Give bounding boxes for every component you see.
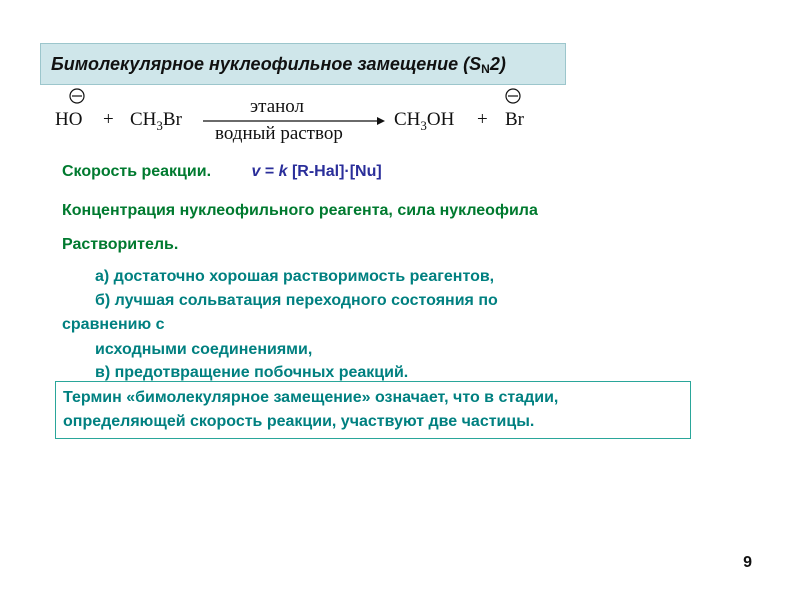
minus-charge-icon: [505, 88, 521, 104]
minus-charge-icon: [69, 88, 85, 104]
reactant-hydroxide: HO: [55, 109, 83, 130]
product-bromide: Br: [505, 109, 524, 130]
list-item-c: в) предотвращение побочных реакций.: [95, 364, 409, 381]
plus-sign: +: [103, 109, 114, 130]
concentration-text: Концентрация нуклеофильного реагента, сила нуклеофила: [62, 202, 538, 219]
note-line-2: определяющей скорость реакции, участвуют две частицы.: [63, 413, 535, 430]
list-item-b: б) лучшая сольватация переходного состояния по: [95, 292, 498, 309]
reactant-methyl-bromide: $CH_3Br$: [130, 109, 182, 133]
list-item-a: а) достаточно хорошая растворимость реагентов,: [95, 268, 495, 285]
title-tail: 2): [489, 54, 506, 74]
definition-note-box: [55, 381, 691, 439]
note-line-1: Термин «бимолекулярное замещение» означает, что в стадии,: [63, 389, 559, 406]
arrow-condition-bottom: водный раствор: [215, 123, 343, 144]
product-methanol: $CH_3OH$: [394, 109, 455, 133]
title-main: Бимолекулярное нуклеофильное замещение (S: [51, 54, 482, 74]
page-number: 9: [743, 554, 752, 571]
solvent-heading: Растворитель.: [62, 236, 179, 253]
rate-label: Скорость реакции.: [62, 163, 212, 180]
plus-sign: +: [477, 109, 488, 130]
list-item-b-cont2: исходными соединениями,: [95, 341, 313, 358]
arrow-condition-top: этанол: [250, 96, 305, 117]
rate-equation: v = k [R-Hal]·[Nu]: [251, 163, 382, 180]
rate-line: [62, 163, 382, 181]
slide-title: [40, 43, 566, 85]
list-item-b-cont: сравнению с: [62, 316, 165, 333]
title-subscript: N: [481, 62, 490, 76]
